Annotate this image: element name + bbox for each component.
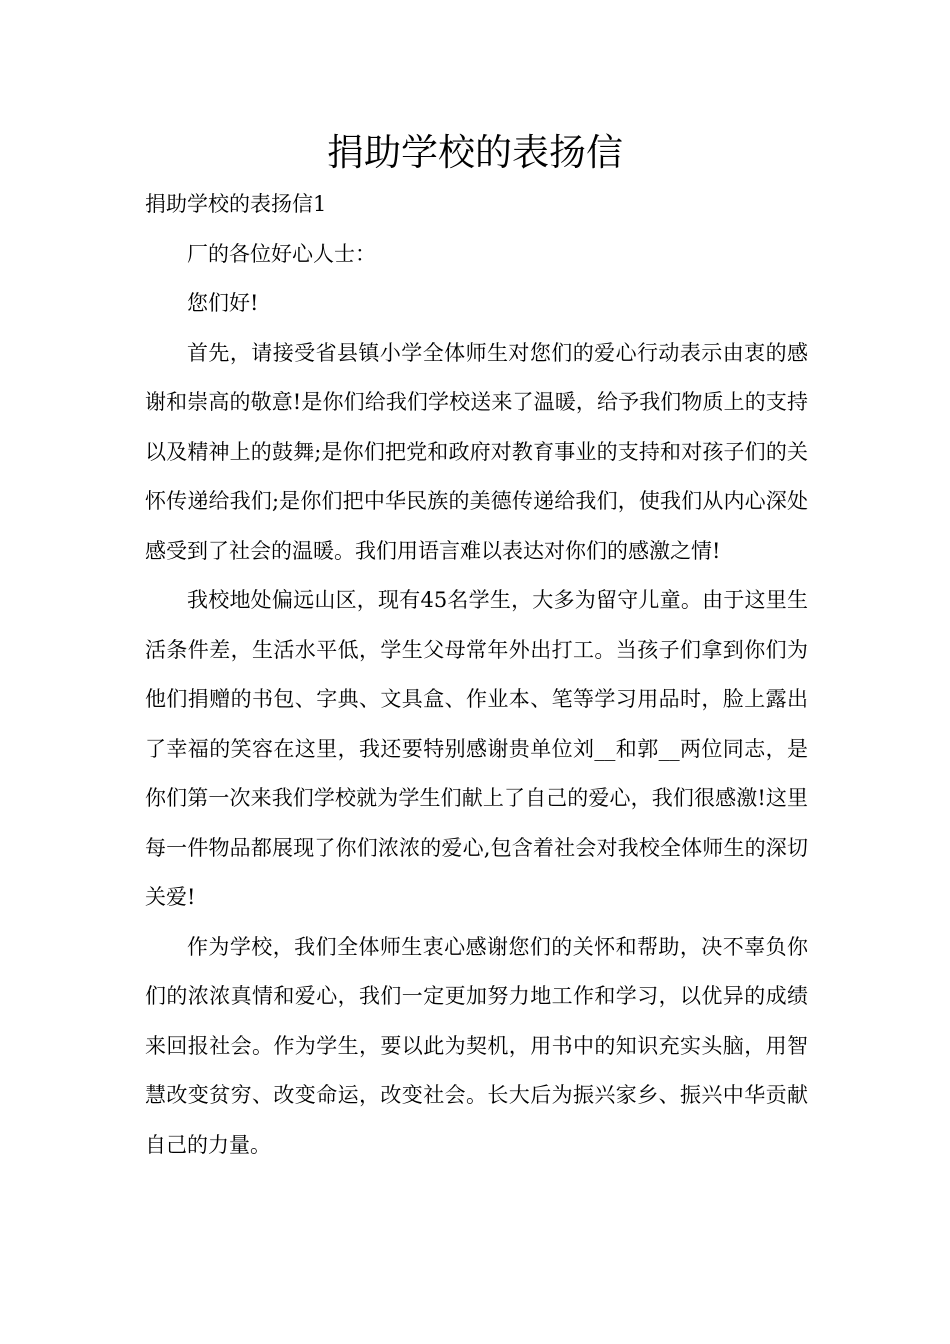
paragraph-1: 首先，请接受省县镇小学全体师生对您们的爱心行动表示由衷的感谢和崇高的敬意!是你们给我们学校送来了温暖，给予我们物质上的支持以及精神上的鼓舞;是你们把党和政府对教育事业的支持和对孩子们的关怀传递给我们;是你们把中华民族的美德传递给我们，使我们从内心深处感受到了社会的温暖。我们用语言难以表达对你们的感激之情! [145,340,808,563]
letter-subtitle: 捐助学校的表扬信1 [145,192,327,216]
letter-greeting: 您们好! [187,291,259,315]
letter-body [145,180,808,1170]
paragraph-2: 我校地处偏远山区，现有45名学生，大多为留守儿童。由于这里生活条件差，生活水平低，学生父母常年外出打工。当孩子们拿到你们为他们捐赠的书包、字典、文具盒、作业本、笔等学习用品时，脸上露出了幸福的笑容在这里，我还要特别感谢贵单位刘__和郭__两位同志，是你们第一次来我们学校就为学生们献上了自己的爱心，我们很感激!这里每一件物品都展现了你们浓浓的爱心,包含着社会对我校全体师生的深切关爱! [145,588,808,909]
page-title: 捐助学校的表扬信 [327,131,623,174]
letter-salutation: 厂的各位好心人士： [187,241,376,266]
paragraph-3: 作为学校，我们全体师生衷心感谢您们的关怀和帮助，决不辜负你们的浓浓真情和爱心，我们一定更加努力地工作和学习，以优异的成绩来回报社会。作为学生，要以此为契机，用书中的知识充实头脑，用智慧改变贫穷、改变命运，改变社会。长大后为振兴家乡、振兴中华贡献自己的力量。 [145,934,808,1157]
